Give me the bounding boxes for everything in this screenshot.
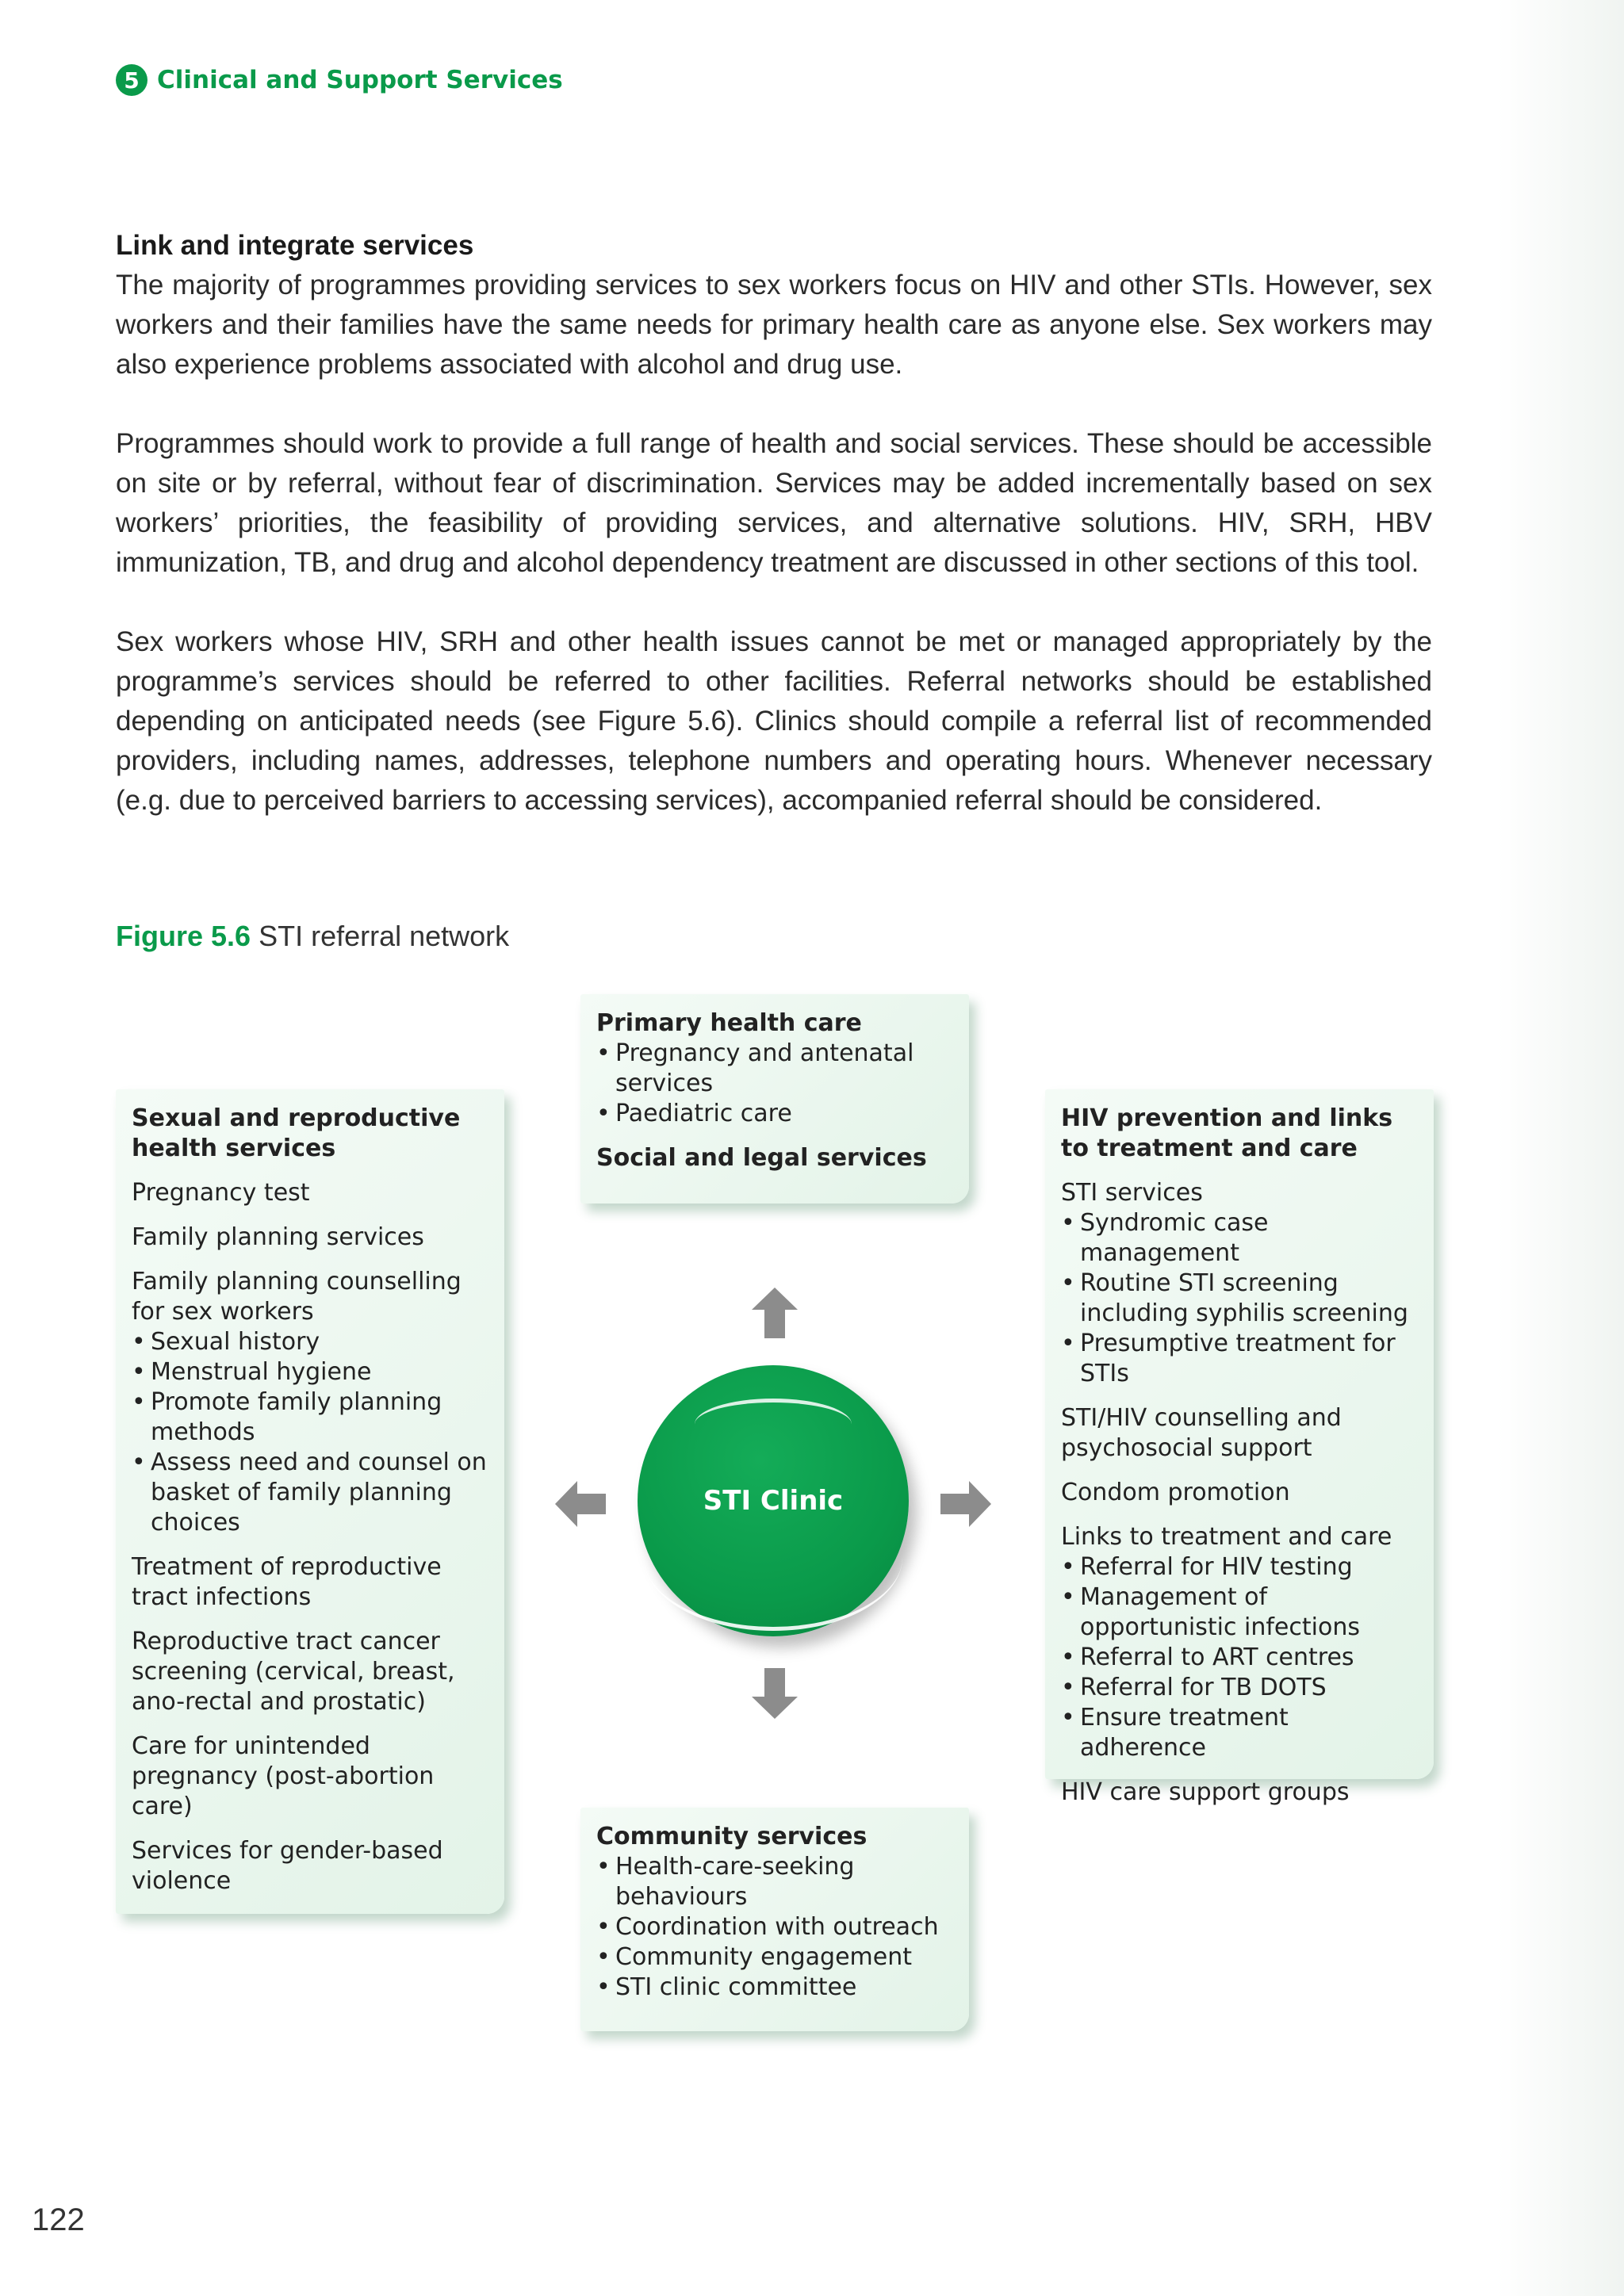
list-item: • Health-care-seeking behaviours — [596, 1852, 953, 1912]
list-item: • Assess need and counsel on basket of family planning choices — [132, 1448, 488, 1538]
box-item: STI/HIV counselling and psychosocial support — [1061, 1404, 1342, 1462]
box-title: Community services — [596, 1823, 868, 1850]
bullet-list — [1061, 1552, 1418, 1763]
bullet-list — [596, 1852, 953, 2003]
bullet-list — [596, 1039, 953, 1129]
figure-label: Figure 5.6 — [116, 920, 251, 952]
box-item: Treatment of reproductive tract infections — [132, 1553, 442, 1611]
box-item: Links to treatment and care — [1061, 1523, 1392, 1551]
list-item: • Menstrual hygiene — [132, 1357, 488, 1387]
page-number: 122 — [32, 2202, 85, 2237]
list-item: • Referral for TB DOTS — [1061, 1673, 1418, 1703]
arrow-left-icon — [552, 1476, 609, 1532]
list-item: • Community engagement — [596, 1942, 953, 1973]
sti-clinic-label: STI Clinic — [703, 1485, 844, 1517]
box-subtitle: Social and legal services — [596, 1144, 927, 1172]
figure-caption — [116, 920, 509, 953]
list-item: • Pregnancy and antenatal services — [596, 1039, 953, 1099]
box-item: Reproductive tract cancer screening (cervical, breast, ano-rectal and prostatic) — [132, 1628, 455, 1716]
sti-clinic-circle — [638, 1365, 909, 1636]
section-heading: Link and integrate services — [116, 230, 474, 261]
list-item: • Routine STI screening including syphilis screening — [1061, 1269, 1418, 1329]
box-item: Family planning services — [132, 1223, 424, 1251]
paragraph: The majority of programmes providing services to sex workers focus on HIV and other STIs. However, sex workers and their families have the same needs for primary health care as anyone else. Sex workers may also experience problems associated with alcohol and drug use. — [116, 270, 1432, 380]
sexual-reproductive-health-box — [116, 1089, 504, 1914]
box-title: HIV prevention and links to treatment and care — [1061, 1104, 1393, 1162]
arrow-right-icon — [937, 1476, 994, 1532]
box-item: STI services — [1061, 1179, 1203, 1207]
list-item: • Ensure treatment adherence — [1061, 1703, 1418, 1763]
list-item: • Sexual history — [132, 1327, 488, 1357]
chapter-header — [116, 60, 563, 100]
list-item: • Syndromic case management — [1061, 1208, 1418, 1269]
box-item: Pregnancy test — [132, 1179, 310, 1207]
list-item: • Coordination with outreach — [596, 1912, 953, 1942]
hiv-prevention-box — [1045, 1089, 1434, 1806]
box-item: HIV care support groups — [1061, 1778, 1350, 1806]
arrow-up-icon — [747, 1284, 802, 1341]
list-item: • Management of opportunistic infections — [1061, 1582, 1418, 1643]
paragraph: Programmes should work to provide a full range of health and social services. These should be accessible on site or by referral, without fear of discrimination. Services may be added incrementally based on sex workers’ priorities, the feasibility of providing services, and alternative solutions. HIV, SRH, HBV immunization, TB, and drug and alcohol dependency treatment are discussed in other sections of this tool. — [116, 428, 1432, 578]
box-item: Care for unintended pregnancy (post-abortion care) — [132, 1732, 435, 1820]
figure-title: STI referral network — [259, 920, 510, 952]
community-services-box — [580, 1808, 969, 2031]
box-item: Condom promotion — [1061, 1479, 1290, 1506]
arrow-down-icon — [747, 1665, 802, 1722]
chapter-number-badge: 5 — [116, 64, 147, 96]
bullet-list — [132, 1327, 488, 1538]
list-item: • Presumptive treatment for STIs — [1061, 1329, 1418, 1389]
box-title: Sexual and reproductive health services — [132, 1104, 461, 1162]
section-body — [116, 226, 1432, 860]
list-item: • STI clinic committee — [596, 1973, 953, 2003]
box-item: Services for gender-based violence — [132, 1837, 443, 1895]
list-item: • Referral for HIV testing — [1061, 1552, 1418, 1582]
chapter-title: Clinical and Support Services — [157, 66, 563, 94]
page-edge-shade — [1497, 0, 1624, 2296]
paragraph: Sex workers whose HIV, SRH and other health issues cannot be met or managed appropriately by the programme’s services should be referred to other facilities. Referral networks should be established depending on anticipated needs (see Figure 5.6). Clinics should compile a referral list of recommended providers, including names, addresses, telephone numbers and operating hours. Whenever necessary (e.g. due to perceived barriers to accessing services), accompanied referral should be considered. — [116, 626, 1432, 816]
box-item: Family planning counselling for sex workers — [132, 1268, 462, 1326]
list-item: • Promote family planning methods — [132, 1387, 488, 1448]
bullet-list — [1061, 1208, 1418, 1389]
box-title: Primary health care — [596, 1009, 862, 1037]
list-item: • Referral to ART centres — [1061, 1643, 1418, 1673]
primary-health-care-box — [580, 994, 969, 1203]
list-item: • Paediatric care — [596, 1099, 953, 1129]
